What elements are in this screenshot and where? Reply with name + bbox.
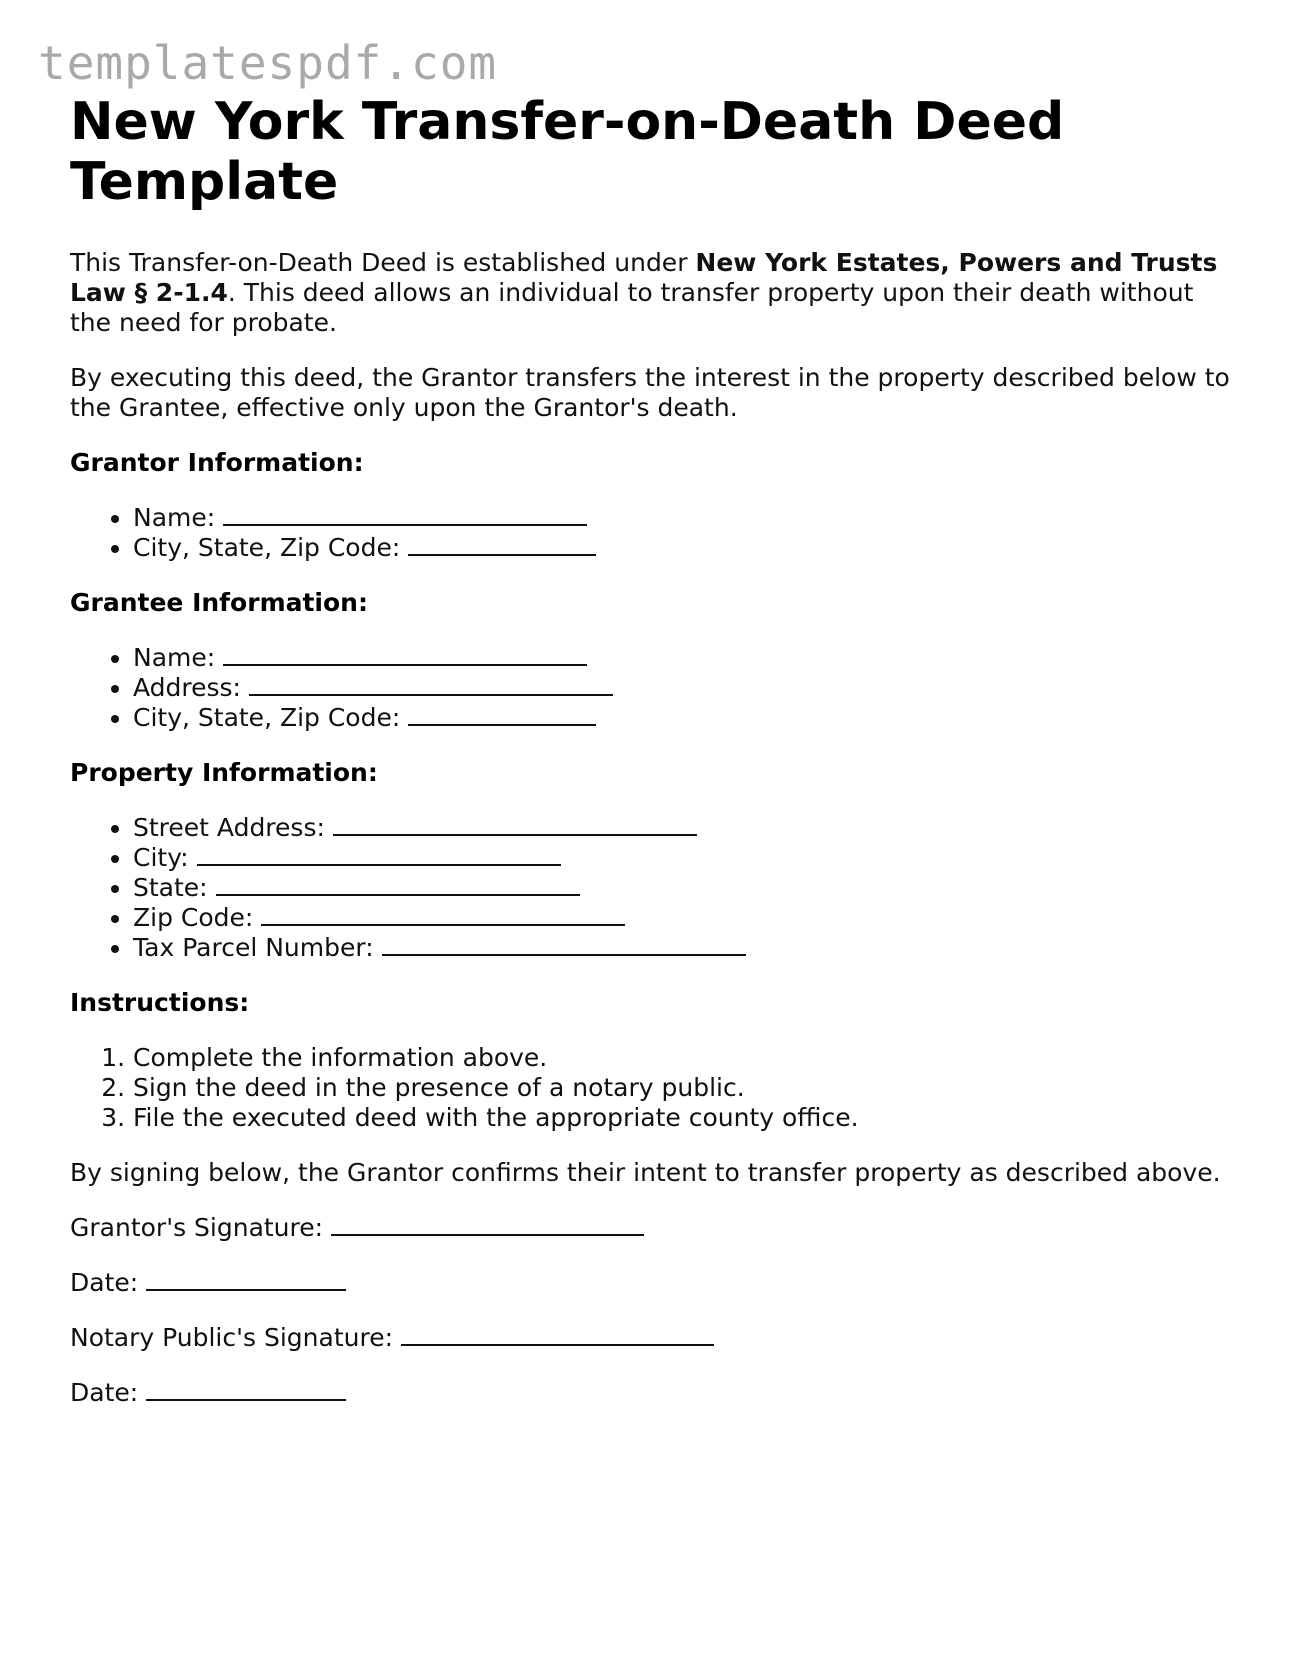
grantee-name-blank[interactable] bbox=[223, 644, 587, 666]
property-tax-parcel-blank[interactable] bbox=[382, 934, 746, 956]
notary-signature-label: Notary Public's Signature: bbox=[70, 1323, 393, 1352]
grantor-city-state-zip-item bbox=[133, 533, 1230, 563]
grantee-name-item bbox=[133, 643, 1230, 673]
grantor-name-blank[interactable] bbox=[223, 504, 587, 526]
closing-paragraph: By signing below, the Grantor confirms their intent to transfer property as described above. bbox=[70, 1158, 1221, 1187]
grantor-date-blank[interactable] bbox=[146, 1269, 346, 1291]
instruction-step: 1. Complete the information above. bbox=[133, 1043, 1230, 1073]
grantor-date-label: Date: bbox=[70, 1268, 139, 1297]
watermark: templatespdf.com bbox=[38, 36, 498, 90]
effect-paragraph: By executing this deed, the Grantor transfers the interest in the property described below to the Grantee, effective only upon the Grantor's death. bbox=[70, 363, 1230, 422]
property-state-item bbox=[133, 873, 1230, 903]
grantor-signature-line bbox=[70, 1213, 1230, 1243]
intro-text-after: . This deed allows an individual to transfer property upon their death without the need for probate. bbox=[70, 278, 1194, 337]
grantee-address-item bbox=[133, 673, 1230, 703]
property-heading: Property Information: bbox=[70, 758, 378, 787]
field-label: City, State, Zip Code: bbox=[133, 703, 401, 732]
page-title: New York Transfer-on-Death Deed Template bbox=[70, 92, 1065, 212]
notary-date-label: Date: bbox=[70, 1378, 139, 1407]
property-state-blank[interactable] bbox=[216, 874, 580, 896]
grantee-address-blank[interactable] bbox=[249, 674, 613, 696]
notary-signature-line bbox=[70, 1323, 1230, 1353]
field-label: Zip Code: bbox=[133, 903, 254, 932]
grantor-heading: Grantor Information: bbox=[70, 448, 364, 477]
grantor-city-state-zip-blank[interactable] bbox=[408, 534, 596, 556]
property-street-blank[interactable] bbox=[333, 814, 697, 836]
law-citation: New York Estates, Powers and Trusts Law § 2-1.4 bbox=[70, 248, 1218, 307]
notary-date-line bbox=[70, 1378, 1230, 1408]
property-city-item bbox=[133, 843, 1230, 873]
grantee-field-list bbox=[70, 643, 1230, 733]
property-zip-blank[interactable] bbox=[261, 904, 625, 926]
grantor-signature-blank[interactable] bbox=[331, 1214, 644, 1236]
field-label: Street Address: bbox=[133, 813, 325, 842]
intro-paragraph bbox=[70, 248, 1230, 338]
property-city-blank[interactable] bbox=[197, 844, 561, 866]
document-body bbox=[70, 92, 1230, 1408]
grantee-city-state-zip-blank[interactable] bbox=[408, 704, 596, 726]
notary-date-blank[interactable] bbox=[146, 1379, 346, 1401]
instruction-step: 2. Sign the deed in the presence of a notary public. bbox=[133, 1073, 1230, 1103]
intro-text-before: This Transfer-on-Death Deed is established under bbox=[70, 248, 696, 277]
field-label: City, State, Zip Code: bbox=[133, 533, 401, 562]
grantor-signature-label: Grantor's Signature: bbox=[70, 1213, 324, 1242]
grantor-field-list bbox=[70, 503, 1230, 563]
property-street-item bbox=[133, 813, 1230, 843]
instruction-step: 3. File the executed deed with the appropriate county office. bbox=[133, 1103, 1230, 1133]
property-field-list bbox=[70, 813, 1230, 963]
field-label: Name: bbox=[133, 503, 216, 532]
field-label: City: bbox=[133, 843, 189, 872]
property-zip-item bbox=[133, 903, 1230, 933]
instructions-list bbox=[70, 1043, 1230, 1133]
grantor-name-item bbox=[133, 503, 1230, 533]
field-label: Tax Parcel Number: bbox=[133, 933, 374, 962]
notary-signature-blank[interactable] bbox=[401, 1324, 714, 1346]
property-tax-parcel-item bbox=[133, 933, 1230, 963]
instructions-heading: Instructions: bbox=[70, 988, 250, 1017]
field-label: Name: bbox=[133, 643, 216, 672]
field-label: Address: bbox=[133, 673, 241, 702]
grantee-heading: Grantee Information: bbox=[70, 588, 368, 617]
grantee-city-state-zip-item bbox=[133, 703, 1230, 733]
field-label: State: bbox=[133, 873, 208, 902]
grantor-date-line bbox=[70, 1268, 1230, 1298]
